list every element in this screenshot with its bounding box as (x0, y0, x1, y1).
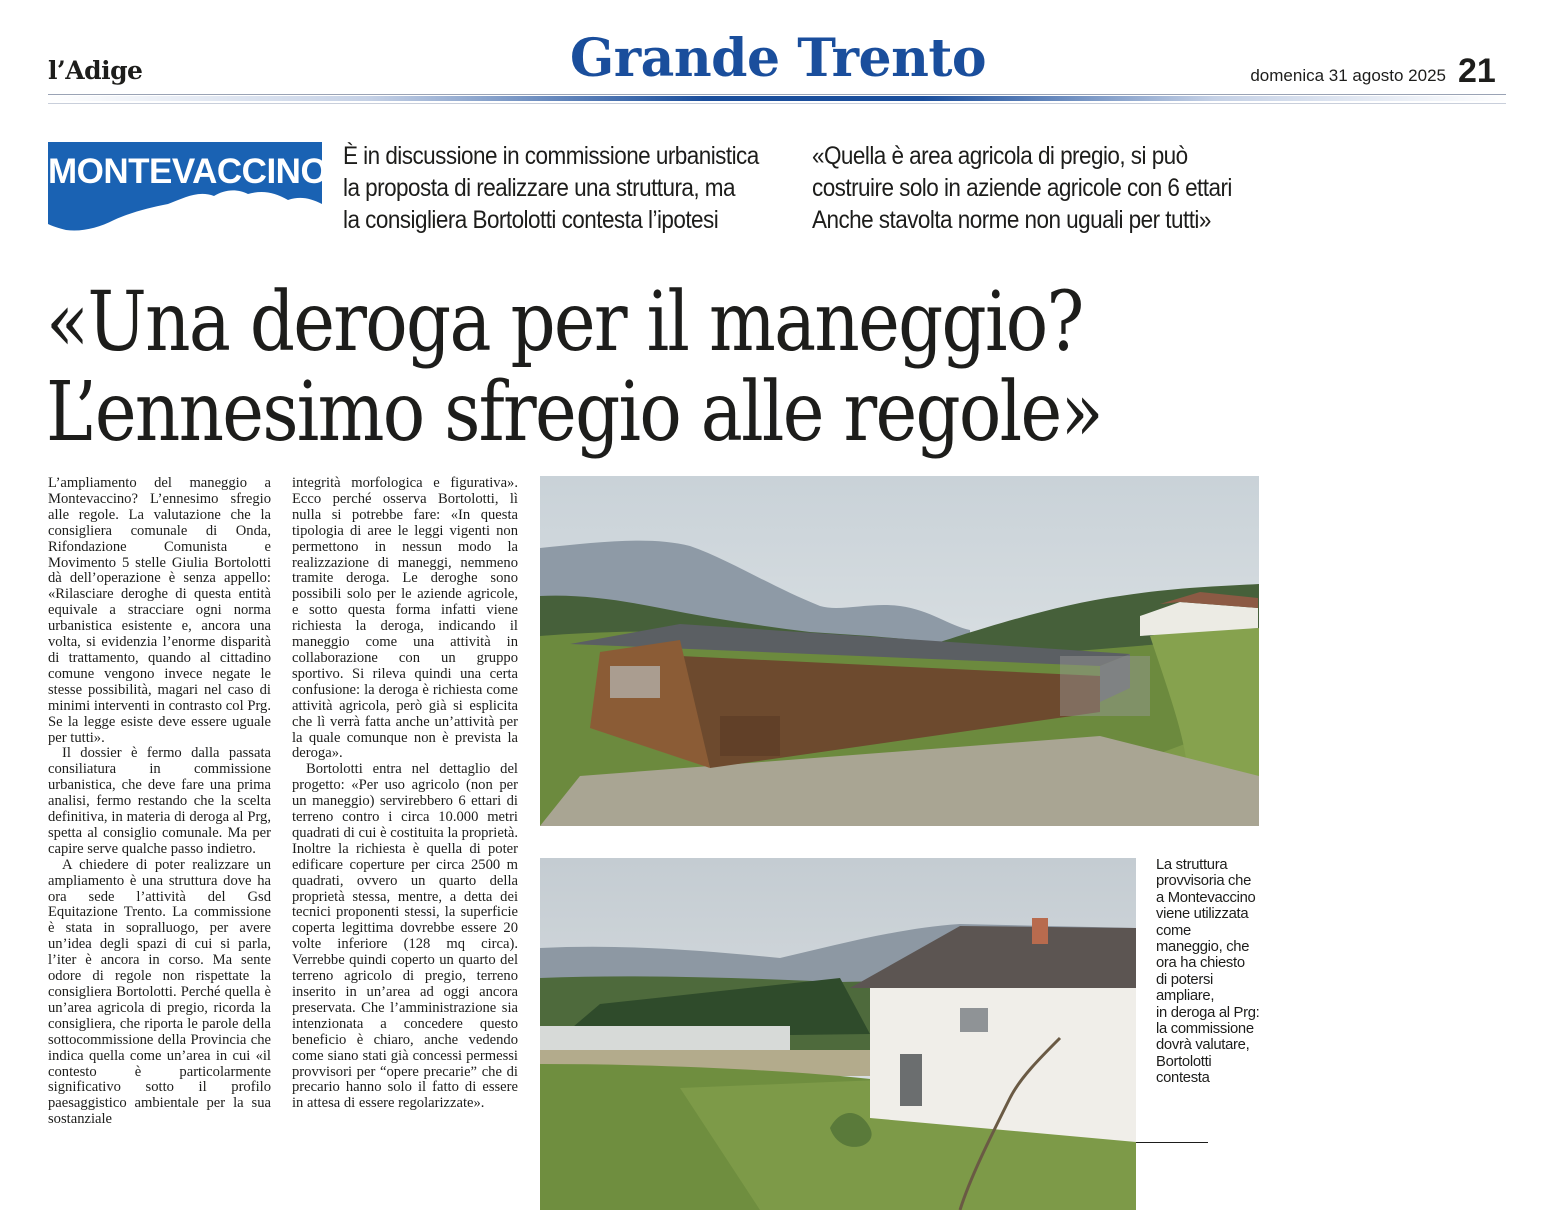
page-number: 21 (1458, 52, 1496, 90)
kicker-label: MONTEVACCINO (48, 152, 328, 191)
article-paragraph: L’ampliamento del maneggio a Montevaccino? L’ennesimo sfregio alle regole. La valutazione che la consigliera comunale di Onda, Rifondazione Comunista e Movimento 5 stelle Giulia Bortolotti dà dell’operazione è senza appello: «Rilasciare deroghe di questa entità equivale a stracciare ogni norma urbanistica esistente e, ancora una volta, si evidenzia l’enorme disparità di trattamento, quando al cittadino comune vengono invece negate le stesse possibilità, magari nel caso di minimi interventi in contrasto col Prg. Se la legge esiste deve essere uguale per tutti». (48, 475, 271, 746)
article-paragraph: Bortolotti entra nel dettaglio del progetto: «Per uso agricolo (non per un maneggio) servirebbero 6 ettari di terreno contro i circa 10.000 metri quadrati di cui è costituita la proprietà. Inoltre la richiesta è quella di poter edificare coperture per circa 2500 m quadrati, ovvero un quarto della proprietà stessa, mentre, a detta dei tecnici proponenti stessi, la superficie coperta legittima dovrebbe essere 20 volte inferiore (128 mq circa). Verrebbe quindi coperto un quarto del terreno agricolo di pregio, terreno inserito in un’area ad oggi ancora preservata. Che l’amministrazione sia intenzionata a concedere questo beneficio è chiaro, anche vedendo come siano stati già concessi permessi provvisori per “opere precarie” che di precario hanno solo il fatto di essere in attesa di essere regolarizzate». (292, 761, 518, 1112)
caption-line: ampliare, (1156, 988, 1215, 1005)
page-date: domenica 31 agosto 2025 (1250, 66, 1446, 85)
article-paragraph: A chiedere di poter realizzare un ampliamento è una struttura dove ha ora sede l’attività del Gsd Equitazione Trento. La commissione è stata in sopralluogo, per avere un’idea degli spazi di cui si parla, l’iter è ancora in corso. Ma sente odore di regole non rispettate la consigliera Bortolotti. Perché quella è un’area agricola di pregio, ricorda la consigliera, che riporta le parole della sottocommissione della Provincia che indica quella come un’area in cui «il contesto è particolarmente significativo sotto il profilo paesaggistico ambientale per la sua sostanziale (48, 856, 271, 1128)
caption-line: a Montevaccino (1156, 889, 1256, 906)
article-paragraph: integrità morfologica e figurativa». Ecco perché osserva Bortolotti, lì nulla si potrebbe fare: «In questa tipologia di aree le leggi vigenti non permettono in nessun modo la realizzazione di maneggi, nemmeno tramite deroga. Le deroghe sono possibili solo per le aziende agricole, e sotto questa forma infatti viene richiesta la deroga, indicando il maneggio come una attività in collaborazione con un gruppo sportivo. Si rileva quindi una certa confusione: la deroga è richiesta come attività agricola, però già si esplicita che lì verrà fatta anche un’attività per la quale comunque non è prevista la deroga». (292, 475, 518, 762)
photo-riding-stable (540, 476, 1259, 826)
section-title: Grande Trento (569, 28, 987, 89)
headline-line: «Una deroga per il maneggio? (46, 275, 1083, 370)
summary-line: costruire solo in aziende agricole con 6 ettari (812, 174, 1232, 202)
kicker-badge (48, 142, 328, 234)
summary-left (343, 140, 775, 236)
caption-line: maneggio, che (1156, 939, 1250, 956)
caption-line: ora ha chiesto (1156, 955, 1245, 972)
caption-line: come (1156, 922, 1191, 939)
header-gradient-bar (48, 96, 1506, 101)
caption-line: dovrà valutare, (1156, 1037, 1250, 1054)
caption-line: Bortolotti (1156, 1053, 1212, 1070)
article-column-1 (48, 476, 271, 1128)
photo-caption (1156, 857, 1274, 1087)
caption-line: contesta (1156, 1070, 1210, 1087)
article-column-2 (292, 476, 518, 1112)
caption-line: viene utilizzata (1156, 906, 1249, 923)
caption-line: provvisoria che (1156, 873, 1252, 890)
summary-line: «Quella è area agricola di pregio, si può (812, 142, 1188, 170)
summary-line: È in discussione in commissione urbanistica (343, 142, 759, 170)
caption-line: di potersi (1156, 971, 1214, 988)
caption-line: La struttura (1156, 857, 1228, 873)
caption-line: la commissione (1156, 1021, 1254, 1038)
headline-line: L’ennesimo sfregio alle regole» (46, 365, 1102, 460)
header-rule-lower (48, 103, 1506, 104)
photo-house-and-structure (540, 858, 1136, 1210)
article-paragraph: Il dossier è fermo dalla passata consiliatura in commissione urbanistica, che deve fare una prima analisi, fermo restando che la scelta definitiva, in materia di deroga al Prg, spetta al consiglio comunale. Ma per capire serve qualche passo indietro. (48, 745, 271, 857)
header-rule (48, 94, 1506, 95)
caption-rule (1136, 1142, 1208, 1143)
caption-line: in deroga al Prg: (1156, 1004, 1260, 1021)
summary-right (812, 140, 1280, 236)
summary-line: la proposta di realizzare una struttura, ma (343, 174, 735, 202)
newspaper-logo: l’Adige (48, 56, 143, 85)
summary-line: la consigliera Bortolotti contesta l’ipotesi (343, 206, 719, 234)
summary-line: Anche stavolta norme non uguali per tutti» (812, 206, 1211, 234)
